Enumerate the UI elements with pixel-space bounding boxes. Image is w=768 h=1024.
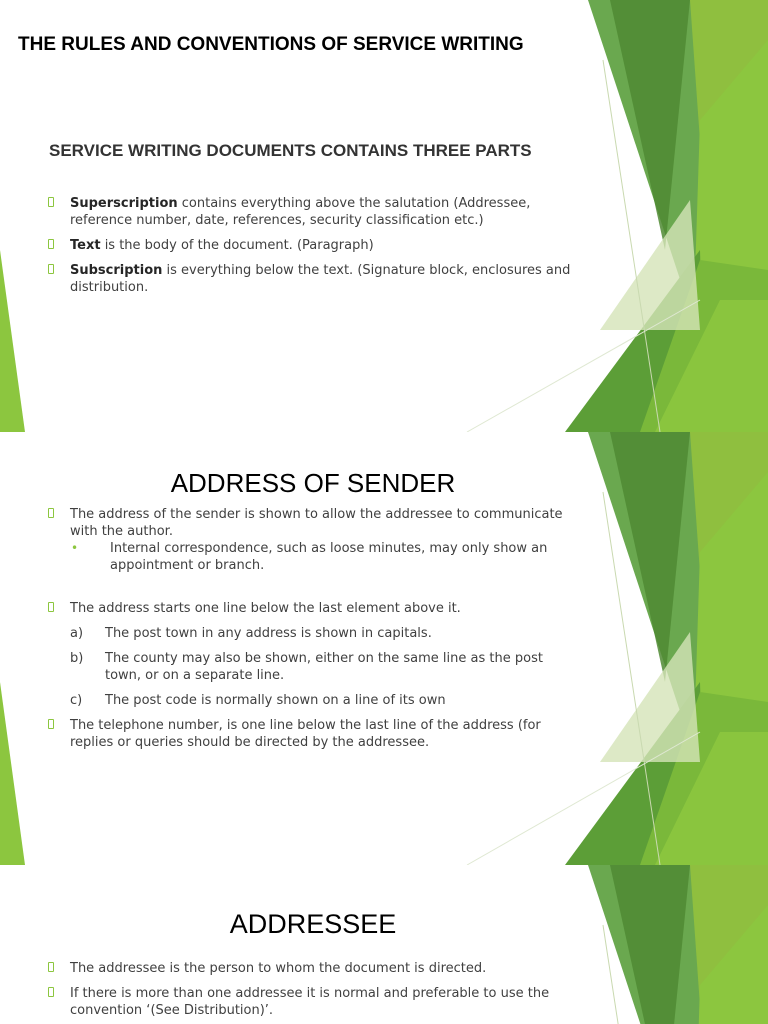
bullet-text: The telephone number, is one line below the last line of the address (for replies or queries should be directed by the addressee. [70, 718, 541, 750]
slide-1-title: THE RULES AND CONVENTIONS OF SERVICE WRITING [18, 34, 524, 55]
bullet-text-part [48, 237, 578, 254]
bullet-text: The address starts one line below the last element above it. [70, 601, 461, 616]
sub-bullet-text: Internal correspondence, such as loose minutes, may only show an appointment or branch. [110, 541, 548, 573]
bullet-marker-icon [48, 264, 54, 274]
slide-1-subtitle: SERVICE WRITING DOCUMENTS CONTAINS THREE PARTS [49, 141, 532, 160]
slide-3-title: ADDRESSEE [229, 909, 397, 939]
bullet-term: Subscription [70, 263, 163, 278]
item-text: The post town in any address is shown in capitals. [105, 626, 432, 641]
sub-bullet [70, 540, 578, 574]
bullet-marker-icon [48, 197, 54, 207]
sub-bullet-dot-icon: • [71, 541, 79, 555]
bullet-term: Text [70, 238, 101, 253]
bullet-marker-icon [48, 508, 54, 518]
item-letter: b) [70, 651, 84, 666]
lettered-item-b [70, 650, 578, 684]
bullet-text: The addressee is the person to whom the document is directed. [70, 961, 487, 976]
bullet-text: If there is more than one addressee it is normal and preferable to use the convention ‘(See Distribution)’. [70, 986, 550, 1018]
bullet-telephone [48, 717, 578, 751]
bullet-text: contains everything above the salutation (Addressee, reference number, date, references, security classification etc.) [70, 196, 531, 228]
bullet-superscription [48, 195, 578, 229]
bullet-marker-icon [48, 962, 54, 972]
bullet-term: Superscription [70, 196, 178, 211]
slide-1-content [0, 0, 768, 432]
slide-2-bullet-list [48, 506, 578, 751]
bullet-subscription [48, 262, 578, 296]
item-text: The county may also be shown, either on the same line as the post town, or on a separate line. [105, 651, 543, 683]
slide-3 [0, 865, 768, 1024]
lettered-item-c [70, 692, 578, 709]
lettered-item-a [70, 625, 578, 642]
item-letter: c) [70, 693, 83, 708]
bullet-marker-icon [48, 239, 54, 249]
item-text: The post code is normally shown on a line of its own [105, 693, 446, 708]
bullet-text: The address of the sender is shown to allow the addressee to communicate with the author. [70, 507, 563, 539]
bullet-marker-icon [48, 719, 54, 729]
slide-2-content [0, 432, 768, 865]
bullet-addressee-definition [48, 960, 578, 977]
slide-2-title: ADDRESS OF SENDER [170, 468, 456, 498]
bullet-text: is the body of the document. (Paragraph) [100, 238, 374, 253]
bullet-address-start [48, 600, 578, 709]
bullet-sender-address [48, 506, 578, 574]
slide-1 [0, 0, 768, 432]
slide-2 [0, 432, 768, 865]
bullet-multiple-addressees [48, 985, 578, 1019]
item-letter: a) [70, 626, 84, 641]
slide-3-content [0, 865, 768, 1024]
bullet-marker-icon [48, 602, 54, 612]
slide-1-bullet-list [48, 195, 578, 304]
bullet-marker-icon [48, 987, 54, 997]
slide-3-bullet-list [48, 960, 578, 1024]
bullet-text: is everything below the text. (Signature block, enclosures and distribution. [70, 263, 571, 295]
